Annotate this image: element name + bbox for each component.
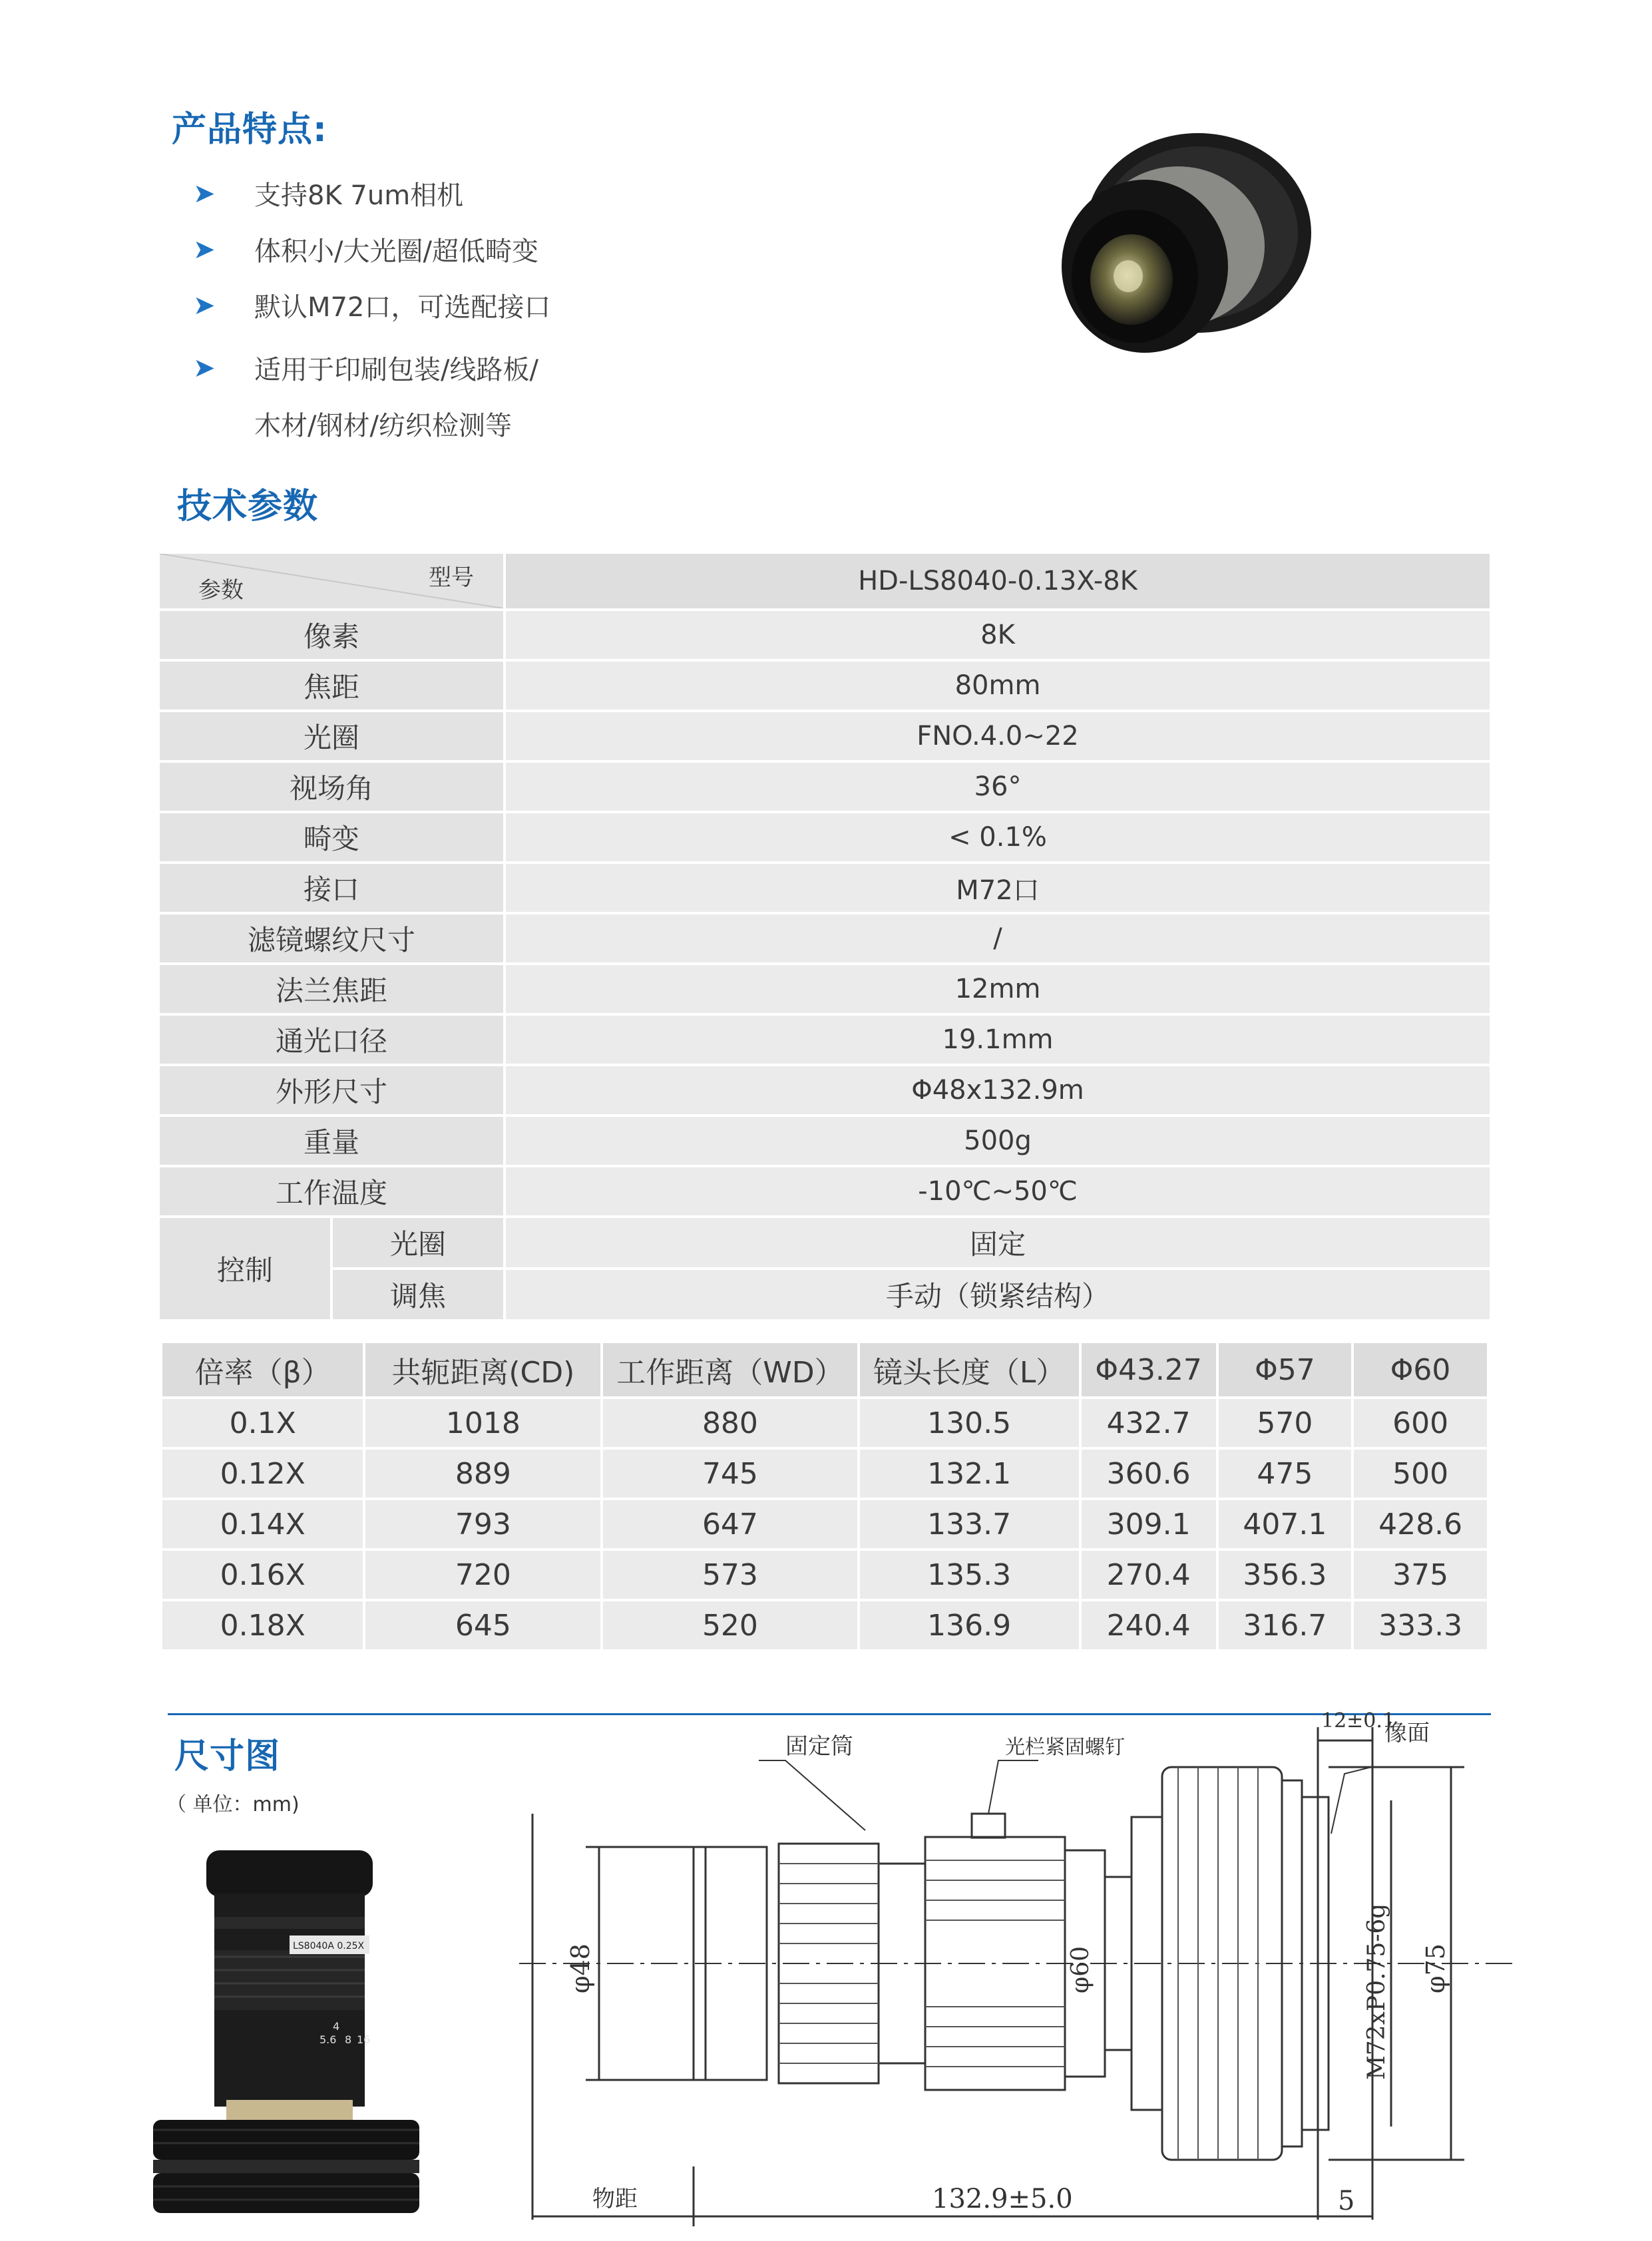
table-cell: 132.1 bbox=[859, 1448, 1080, 1499]
table-cell: 793 bbox=[364, 1499, 602, 1549]
table-cell: 360.6 bbox=[1080, 1448, 1217, 1499]
table-row bbox=[161, 1398, 1488, 1448]
spec-row bbox=[160, 611, 1490, 662]
spec-label: 法兰焦距 bbox=[160, 965, 506, 1013]
scale-mark: 16 bbox=[357, 2033, 371, 2046]
table-cell: 0.1X bbox=[161, 1398, 364, 1448]
spec-value: < 0.1% bbox=[506, 813, 1490, 861]
spec-label: 工作温度 bbox=[160, 1167, 506, 1215]
column-header: 镜头长度（L） bbox=[859, 1342, 1080, 1398]
arrow-right-icon: ➤ bbox=[193, 234, 216, 265]
spec-row bbox=[160, 712, 1490, 763]
feature-text: 体积小/大光圈/超低畸变 bbox=[254, 236, 538, 267]
table-cell: 570 bbox=[1217, 1398, 1353, 1448]
table-row bbox=[161, 1549, 1488, 1600]
feature-item-4 bbox=[193, 349, 538, 387]
table-cell: 0.16X bbox=[161, 1549, 364, 1600]
table-cell: 270.4 bbox=[1080, 1549, 1217, 1600]
spec-value: / bbox=[506, 915, 1490, 962]
spec-row bbox=[160, 864, 1490, 915]
spec-row bbox=[160, 1117, 1490, 1167]
table-cell: 475 bbox=[1217, 1448, 1353, 1499]
arrow-right-icon: ➤ bbox=[193, 178, 216, 209]
spec-label: 滤镜螺纹尺寸 bbox=[160, 915, 506, 962]
table-row bbox=[161, 1600, 1488, 1651]
table-cell: 645 bbox=[364, 1600, 602, 1651]
spec-value: 8K bbox=[506, 611, 1490, 659]
feature-text: 默认M72口，可选配接口 bbox=[254, 292, 551, 323]
label-dia75: φ75 bbox=[1421, 1943, 1450, 1993]
spec-value: 12mm bbox=[506, 965, 1490, 1013]
label-five: 5 bbox=[1338, 2186, 1355, 2216]
feature-item-1 bbox=[193, 174, 463, 212]
table-cell: 573 bbox=[602, 1549, 858, 1600]
table-cell: 240.4 bbox=[1080, 1600, 1217, 1651]
spec-value: M72口 bbox=[506, 864, 1490, 912]
control-row bbox=[160, 1218, 1490, 1319]
table-cell: 647 bbox=[602, 1499, 858, 1549]
column-header: 工作距离（WD） bbox=[602, 1342, 858, 1398]
table-cell: 375 bbox=[1352, 1549, 1488, 1600]
control-aperture-row bbox=[333, 1218, 1490, 1270]
corner-param-label: 参数 bbox=[198, 577, 244, 604]
spec-value: Φ48x132.9m bbox=[506, 1066, 1490, 1114]
table-cell: 0.12X bbox=[161, 1448, 364, 1499]
table-cell: 500 bbox=[1352, 1448, 1488, 1499]
table-cell: 745 bbox=[602, 1448, 858, 1499]
control-subrows bbox=[333, 1218, 1490, 1319]
spec-label: 光圈 bbox=[160, 712, 506, 760]
table-cell: 407.1 bbox=[1217, 1499, 1353, 1549]
column-header: Φ57 bbox=[1217, 1342, 1353, 1398]
table-cell: 0.18X bbox=[161, 1600, 364, 1651]
spec-value: 36° bbox=[506, 763, 1490, 811]
label-image-plane: 像面 bbox=[1384, 1720, 1430, 1746]
label-aperture-screw: 光栏紧固螺钉 bbox=[1005, 1736, 1125, 1759]
table-cell: 356.3 bbox=[1217, 1549, 1353, 1600]
spec-label: 视场角 bbox=[160, 763, 506, 811]
feature-text: 支持8K 7um相机 bbox=[254, 180, 464, 211]
scale-mark: 5.6 bbox=[319, 2033, 337, 2046]
magnification-table bbox=[160, 1340, 1490, 1652]
spec-row bbox=[160, 965, 1490, 1016]
table-cell: 309.1 bbox=[1080, 1499, 1217, 1549]
spec-label: 畸变 bbox=[160, 813, 506, 861]
lens-model-label: LS8040A 0.25X bbox=[293, 1941, 365, 1951]
table-cell: 428.6 bbox=[1352, 1499, 1488, 1549]
spec-row bbox=[160, 1066, 1490, 1117]
table-cell: 1018 bbox=[364, 1398, 602, 1448]
model-number: HD-LS8040-0.13X-8K bbox=[506, 554, 1490, 608]
arrow-right-icon: ➤ bbox=[193, 290, 216, 321]
feature-item-2 bbox=[193, 230, 538, 268]
feature-item-4-continued: 木材/钢材/纺织检测等 bbox=[254, 411, 512, 441]
spec-label: 重量 bbox=[160, 1117, 506, 1165]
table-cell: 432.7 bbox=[1080, 1398, 1217, 1448]
table-cell: 520 bbox=[602, 1600, 858, 1651]
label-object-distance: 物距 bbox=[592, 2186, 638, 2212]
control-focus-row bbox=[333, 1270, 1490, 1319]
column-header: Φ43.27 bbox=[1080, 1342, 1217, 1398]
spec-row bbox=[160, 915, 1490, 965]
label-thread: M72xP0.75-6g bbox=[1363, 1903, 1390, 2080]
features-title: 产品特点: bbox=[172, 110, 327, 150]
spec-corner-cell bbox=[160, 554, 506, 608]
label-total-length: 132.9±5.0 bbox=[932, 2184, 1073, 2214]
column-header: 共轭距离(CD) bbox=[364, 1342, 602, 1398]
spec-label: 通光口径 bbox=[160, 1016, 506, 1064]
table-cell: 316.7 bbox=[1217, 1600, 1353, 1651]
arrow-right-icon: ➤ bbox=[193, 352, 216, 383]
lens-product-photo bbox=[998, 100, 1331, 406]
magnification-header-row bbox=[161, 1342, 1488, 1398]
table-cell: 889 bbox=[364, 1448, 602, 1499]
scale-mark: 4 bbox=[333, 2020, 340, 2033]
spec-row bbox=[160, 813, 1490, 864]
spec-label: 像素 bbox=[160, 611, 506, 659]
label-flange-distance: 12±0.1 bbox=[1321, 1709, 1396, 1732]
spec-label: 外形尺寸 bbox=[160, 1066, 506, 1114]
table-cell: 880 bbox=[602, 1398, 858, 1448]
corner-model-label: 型号 bbox=[429, 564, 474, 591]
spec-row bbox=[160, 763, 1490, 813]
spec-row bbox=[160, 1167, 1490, 1218]
column-header: Φ60 bbox=[1352, 1342, 1488, 1398]
label-dia48: φ48 bbox=[566, 1943, 595, 1993]
table-row bbox=[161, 1448, 1488, 1499]
feature-item-3 bbox=[193, 286, 550, 324]
dimensions-title: 尺寸图 bbox=[174, 1736, 281, 1776]
control-focus-value: 手动（锁紧结构） bbox=[506, 1270, 1490, 1319]
table-cell: 135.3 bbox=[859, 1549, 1080, 1600]
label-dia60: φ60 bbox=[1067, 1945, 1094, 1993]
spec-label: 接口 bbox=[160, 864, 506, 912]
table-cell: 133.7 bbox=[859, 1499, 1080, 1549]
table-row bbox=[161, 1499, 1488, 1549]
lens-side-photo bbox=[153, 1837, 433, 2236]
table-cell: 333.3 bbox=[1352, 1600, 1488, 1651]
spec-value: 19.1mm bbox=[506, 1016, 1490, 1064]
control-focus-label: 调焦 bbox=[333, 1270, 506, 1319]
spec-label: 焦距 bbox=[160, 662, 506, 710]
table-cell: 720 bbox=[364, 1549, 602, 1600]
table-cell: 0.14X bbox=[161, 1499, 364, 1549]
spec-value: FNO.4.0~22 bbox=[506, 712, 1490, 760]
unit-note: （ 单位：mm) bbox=[166, 1793, 300, 1816]
label-fixed-barrel: 固定筒 bbox=[785, 1733, 853, 1760]
feature-text: 适用于印刷包装/线路板/ bbox=[254, 355, 538, 385]
spec-value: -10℃~50℃ bbox=[506, 1167, 1490, 1215]
specs-title: 技术参数 bbox=[177, 487, 319, 526]
spec-value: 80mm bbox=[506, 662, 1490, 710]
control-label: 控制 bbox=[160, 1218, 333, 1319]
table-cell: 130.5 bbox=[859, 1398, 1080, 1448]
spec-value: 500g bbox=[506, 1117, 1490, 1165]
column-header: 倍率（β） bbox=[161, 1342, 364, 1398]
spec-row bbox=[160, 1016, 1490, 1066]
table-cell: 136.9 bbox=[859, 1600, 1080, 1651]
spec-row bbox=[160, 662, 1490, 712]
control-aperture-value: 固定 bbox=[506, 1218, 1490, 1267]
spec-header-row bbox=[160, 554, 1490, 611]
spec-table bbox=[160, 554, 1490, 1319]
dimension-drawing bbox=[506, 1701, 1524, 2233]
control-aperture-label: 光圈 bbox=[333, 1218, 506, 1267]
table-cell: 600 bbox=[1352, 1398, 1488, 1448]
scale-mark: 8 bbox=[345, 2033, 352, 2046]
